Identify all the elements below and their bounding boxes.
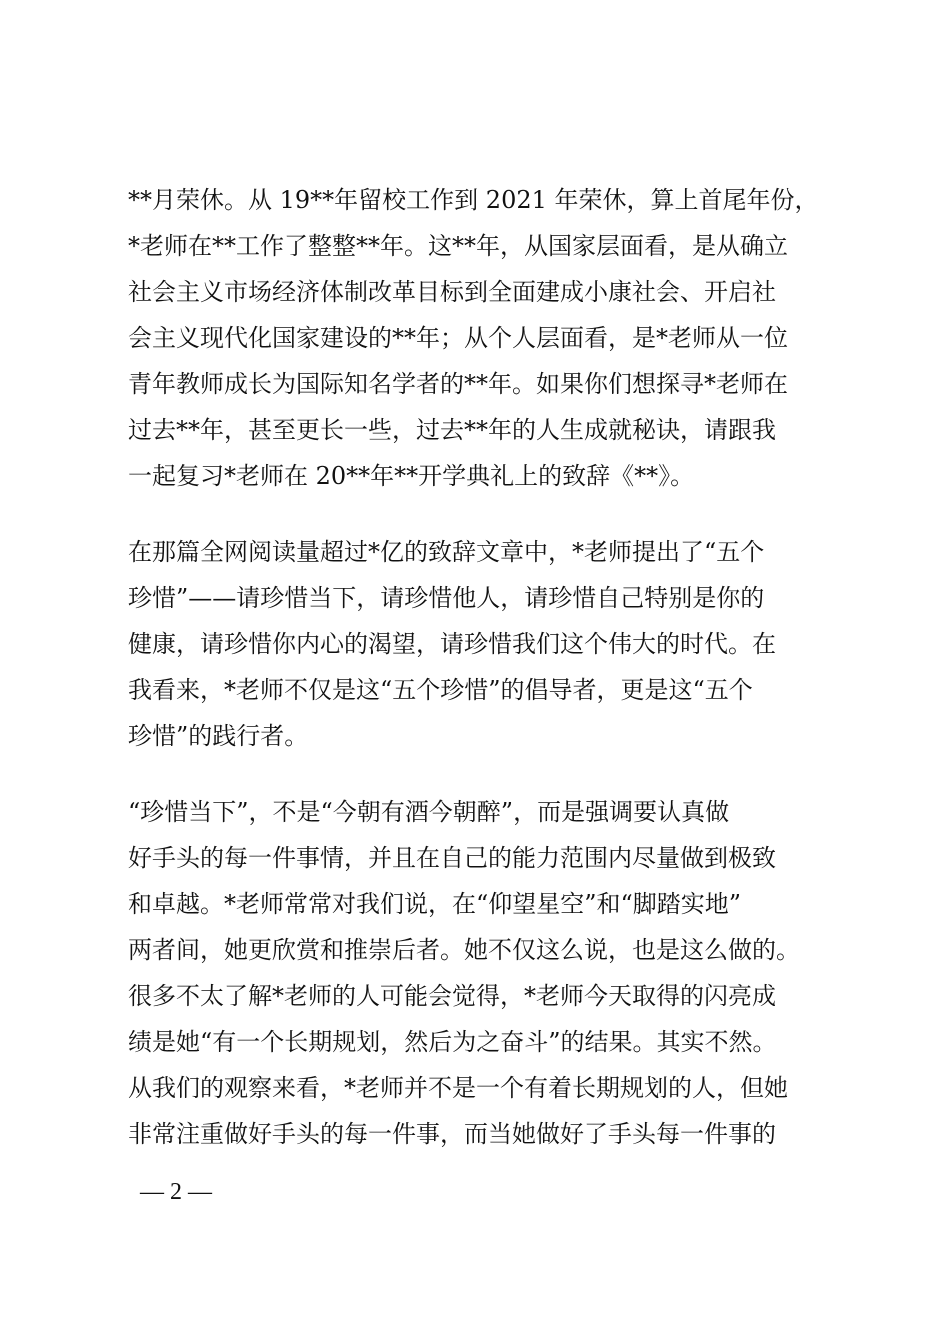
paragraph-line: 两者间，她更欣赏和推崇后者。她不仅这么说，也是这么做的。 [128, 936, 800, 964]
paragraph-line: 我看来，*老师不仅是这“五个珍惜”的倡导者，更是这“五个 [128, 676, 753, 704]
paragraph-line: 绩是她“有一个长期规划，然后为之奋斗”的结果。其实不然。 [128, 1028, 777, 1056]
paragraph-line: 和卓越。*老师常常对我们说，在“仰望星空”和“脚踏实地” [128, 890, 742, 918]
paragraph-line: **月荣休。从 19**年留校工作到 2021 年荣休，算上首尾年份， [128, 186, 819, 214]
paragraph-3 [128, 794, 848, 1164]
paragraph-line: 一起复习*老师在 20**年**开学典礼上的致辞《**》。 [128, 462, 695, 490]
paragraph-line: 在那篇全网阅读量超过*亿的致辞文章中，*老师提出了“五个 [128, 538, 765, 566]
paragraph-line: 健康，请珍惜你内心的渴望，请珍惜我们这个伟大的时代。在 [128, 630, 776, 658]
paragraph-line: 过去**年，甚至更长一些，过去**年的人生成就秘诀，请跟我 [128, 416, 776, 444]
paragraph-line: *老师在**工作了整整**年。这**年，从国家层面看，是从确立 [128, 232, 788, 260]
paragraph-line: 珍惜”的践行者。 [128, 722, 309, 750]
paragraph-line: 珍惜”——请珍惜当下，请珍惜他人，请珍惜自己特别是你的 [128, 584, 765, 612]
paragraph-line: 会主义现代化国家建设的**年；从个人层面看，是*老师从一位 [128, 324, 788, 352]
paragraph-line: 非常注重做好手头的每一件事，而当她做好了手头每一件事的 [128, 1120, 776, 1148]
paragraph-line: 很多不太了解*老师的人可能会觉得，*老师今天取得的闪亮成 [128, 982, 776, 1010]
paragraph-line: 从我们的观察来看，*老师并不是一个有着长期规划的人，但她 [128, 1074, 788, 1102]
paragraph-2 [128, 534, 848, 764]
paragraph-line: 青年教师成长为国际知名学者的**年。如果你们想探寻*老师在 [128, 370, 788, 398]
paragraph-line: 社会主义市场经济体制改革目标到全面建成小康社会、开启社 [128, 278, 776, 306]
paragraph-1 [128, 182, 848, 502]
paragraph-line: 好手头的每一件事情，并且在自己的能力范围内尽量做到极致 [128, 844, 776, 872]
page-number: — 2 — [140, 1179, 212, 1205]
paragraph-line: “珍惜当下”，不是“今朝有酒今朝醉”，而是强调要认真做 [128, 798, 730, 826]
